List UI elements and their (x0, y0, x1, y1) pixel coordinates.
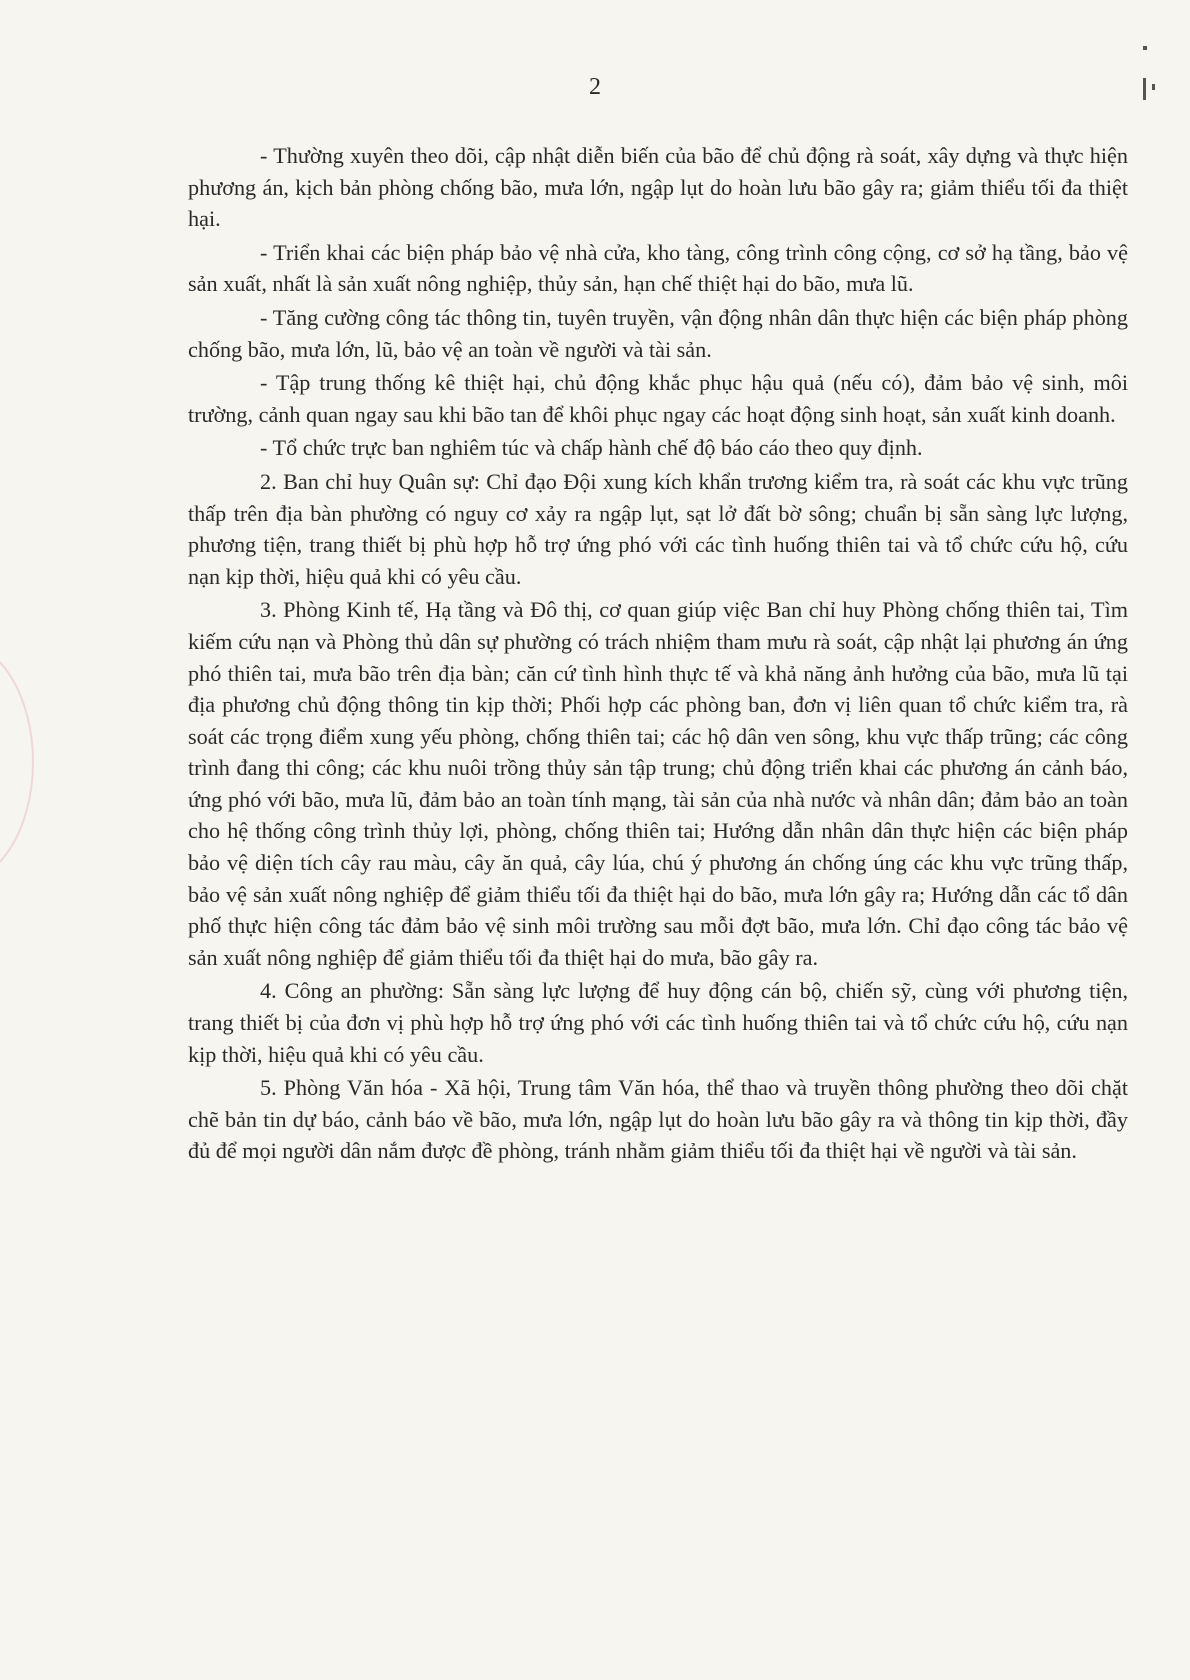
document-body (188, 140, 1128, 1169)
paragraph-protection-measures: - Triển khai các biện pháp bảo vệ nhà cửa, kho tàng, công trình công cộng, cơ sở hạ tầng, bảo vệ sản xuất, nhất là sản xuất nông nghiệp, thủy sản, hạn chế thiệt hại do bão, mưa lũ. (188, 239, 1128, 297)
paragraph-storm-monitoring: - Thường xuyên theo dõi, cập nhật diễn biến của bão để chủ động rà soát, xây dựng và thực hiện phương án, kịch bản phòng chống bão, mưa lớn, ngập lụt do hoàn lưu bão gây ra; giảm thiểu tối đa thiệt hại. (188, 143, 1128, 232)
paragraph-communication: - Tăng cường công tác thông tin, tuyên truyền, vận động nhân dân thực hiện các biện pháp phòng chống bão, mưa lớn, lũ, bảo vệ an toàn về người và tài sản. (188, 304, 1128, 362)
paragraph-damage-statistics: - Tập trung thống kê thiệt hại, chủ động khắc phục hậu quả (nếu có), đảm bảo vệ sinh, môi trường, cảnh quan ngay sau khi bão tan để khôi phục ngay các hoạt động sinh hoạt, sản xuất kinh doanh. (188, 370, 1128, 427)
paragraph-police: 4. Công an phường: Sẵn sàng lực lượng để huy động cán bộ, chiến sỹ, cùng với phương tiện, trang thiết bị của đơn vị phù hợp hỗ trợ ứng phó với các tình huống thiên tai và tổ chức cứu hộ, cứu nạn kịp thời, hiệu quả khi có yêu cầu. (188, 978, 1128, 1067)
paragraph-military-command: 2. Ban chỉ huy Quân sự: Chỉ đạo Đội xung kích khẩn trương kiểm tra, rà soát các khu vực trũng thấp trên địa bàn phường có nguy cơ xảy ra ngập lụt, sạt lở đất bờ sông; chuẩn bị sẵn sàng lực lượng, phương tiện, trang thiết bị phù hợp hỗ trợ ứng phó với các tình huống thiên tai và tổ chức cứu hộ, cứu nạn kịp thời, hiệu quả khi có yêu cầu. (188, 468, 1128, 589)
scan-mark (1143, 46, 1147, 50)
stamp-fragment (0, 640, 34, 884)
paragraph-economic-department: 3. Phòng Kinh tế, Hạ tầng và Đô thị, cơ quan giúp việc Ban chỉ huy Phòng chống thiên tai, Tìm kiếm cứu nạn và Phòng thủ dân sự phường có trách nhiệm tham mưu rà soát, cập nhật lại phương án ứng phó thiên tai, mưa bão trên địa bàn; căn cứ tình hình thực tế và khả năng ảnh hưởng của bão, mưa lũ tại địa phương chủ động thông tin kịp thời; Phối hợp các phòng ban, đơn vị liên quan tổ chức kiểm tra, rà soát các trọng điểm xung yếu phòng, chống thiên tai; các hộ dân ven sông, khu vực thấp trũng; các công trình đang thi công; các khu nuôi trồng thủy sản tập trung; chủ động triển khai các phương án cảnh báo, ứng phó với bão, mưa lũ, đảm bảo an toàn tính mạng, tài sản của nhà nước và nhân dân; đảm bảo an toàn cho hệ thống công trình thủy lợi, phòng, chống thiên tai; Hướng dẫn nhân dân thực hiện các biện pháp bảo vệ diện tích cây rau màu, cây ăn quả, cây lúa, chú ý phương án chống úng các khu vực trũng thấp, bảo vệ sản xuất nông nghiệp để giảm thiểu tối đa thiệt hại do bão, mưa lớn gây ra; Hướng dẫn các tổ dân phố thực hiện công tác đảm bảo vệ sinh môi trường sau mỗi đợt bão, mưa lớn. Chỉ đạo công tác bảo vệ sản xuất nông nghiệp để giảm thiểu tối đa thiệt hại do mưa, bão gây ra. (188, 597, 1128, 970)
paragraph-culture-department: 5. Phòng Văn hóa - Xã hội, Trung tâm Văn hóa, thể thao và truyền thông phường theo dõi chặt chẽ bản tin dự báo, cảnh báo về bão, mưa lớn, ngập lụt do hoàn lưu bão gây ra và thông tin kịp thời, đầy đủ để mọi người dân nắm được đề phòng, tránh nhằm giảm thiểu tối đa thiệt hại về người và tài sản. (188, 1075, 1128, 1164)
paragraph-duty-reporting: - Tổ chức trực ban nghiêm túc và chấp hành chế độ báo cáo theo quy định. (260, 435, 923, 461)
page-number: 2 (589, 74, 601, 100)
